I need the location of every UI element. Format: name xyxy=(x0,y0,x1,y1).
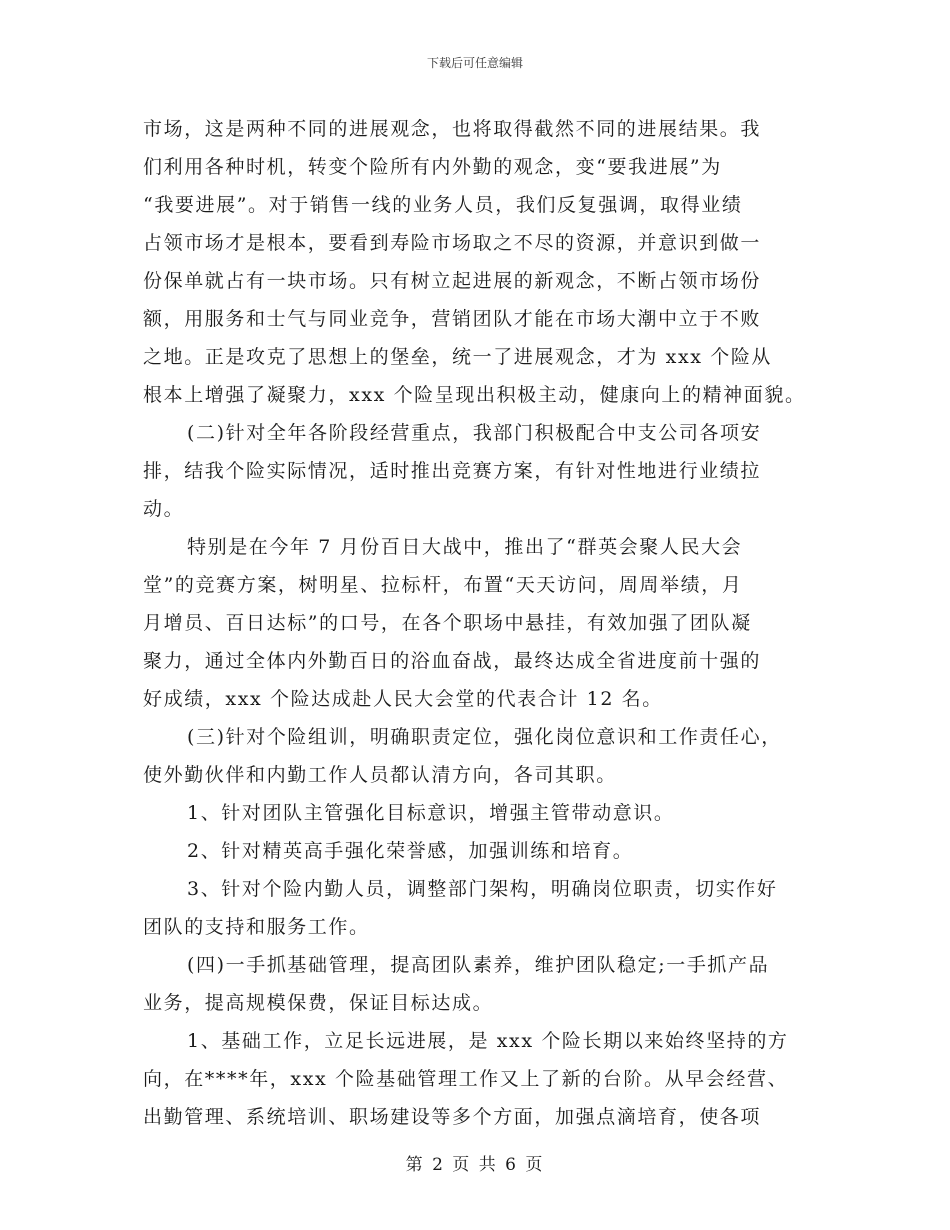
body-text-line: 聚力，通过全体内外勤百日的浴血奋战，最终达成全省进度前十强的 xyxy=(143,650,762,672)
body-text-line: (四)一手抓基础管理，提高团队素养，维护团队稳定;一手抓产品 xyxy=(187,954,770,976)
body-text-line: 使外勤伙伴和内勤工作人员都认清方向，各司其职。 xyxy=(143,764,617,786)
body-text-line: 月增员、百日达标”的口号，在各个职场中悬挂，有效加强了团队凝 xyxy=(143,612,752,634)
page-header-note: 下载后可任意编辑 xyxy=(426,56,523,70)
body-text-line: 出勤管理、系统培训、职场建设等多个方面，加强点滴培育，使各项 xyxy=(143,1106,762,1128)
body-text-line: “我要进展”。对于销售一线的业务人员，我们反复强调，取得业绩 xyxy=(143,194,743,216)
body-text-line: 2、针对精英高手强化荣誉感，加强训练和培育。 xyxy=(187,840,634,862)
body-text-line: 团队的支持和服务工作。 xyxy=(143,916,370,938)
page-number-footer: 第 2 页 共 6 页 xyxy=(405,1155,545,1175)
body-text-line: 堂”的竞赛方案，树明星、拉标杆，布置“天天访问，周周举绩，月 xyxy=(143,574,743,596)
body-text-line: 向，在****年，xxx 个险基础管理工作又上了新的台阶。从早会经营、 xyxy=(143,1068,789,1090)
body-text-line: 们利用各种时机，转变个险所有内外勤的观念，变“要我进展”为 xyxy=(143,156,722,178)
document-body xyxy=(143,110,813,1136)
body-text-line: 动。 xyxy=(143,498,185,520)
body-text-line: 好成绩，xxx 个险达成赴人民大会堂的代表合计 12 名。 xyxy=(143,688,663,710)
body-text-line: 根本上增强了凝聚力，xxx 个险呈现出积极主动，健康向上的精神面貌。 xyxy=(143,384,806,406)
body-text-line: 特别是在今年 7 月份百日大战中，推出了“群英会聚人民大会 xyxy=(187,536,743,558)
body-text-line: 1、针对团队主管强化目标意识，增强主管带动意识。 xyxy=(187,802,675,824)
body-text-line: 份保单就占有一块市场。只有树立起进展的新观念，不断占领市场份 xyxy=(143,270,762,292)
body-text-line: 排，结我个险实际情况，适时推出竞赛方案，有针对性地进行业绩拉 xyxy=(143,460,762,482)
body-text-line: 市场，这是两种不同的进展观念，也将取得截然不同的进展结果。我 xyxy=(143,118,762,140)
body-text-line: (三)针对个险组训，明确职责定位，强化岗位意识和工作责任心， xyxy=(187,726,782,748)
body-text-line: 占领市场才是根本，要看到寿险市场取之不尽的资源，并意识到做一 xyxy=(143,232,762,254)
body-text-line: 3、针对个险内勤人员，调整部门架构，明确岗位职责，切实作好 xyxy=(187,878,778,900)
body-text-line: 之地。正是攻克了思想上的堡垒，统一了进展观念，才为 xxx 个险从 xyxy=(143,346,773,368)
body-text-line: 1、基础工作，立足长远进展，是 xxx 个险长期以来始终坚持的方 xyxy=(187,1030,789,1052)
body-text-line: 额，用服务和士气与同业竞争，营销团队才能在市场大潮中立于不败 xyxy=(143,308,762,330)
body-text-line: (二)针对全年各阶段经营重点，我部门积极配合中支公司各项安 xyxy=(187,422,762,444)
body-text-line: 业务，提高规模保费，保证目标达成。 xyxy=(143,992,494,1014)
